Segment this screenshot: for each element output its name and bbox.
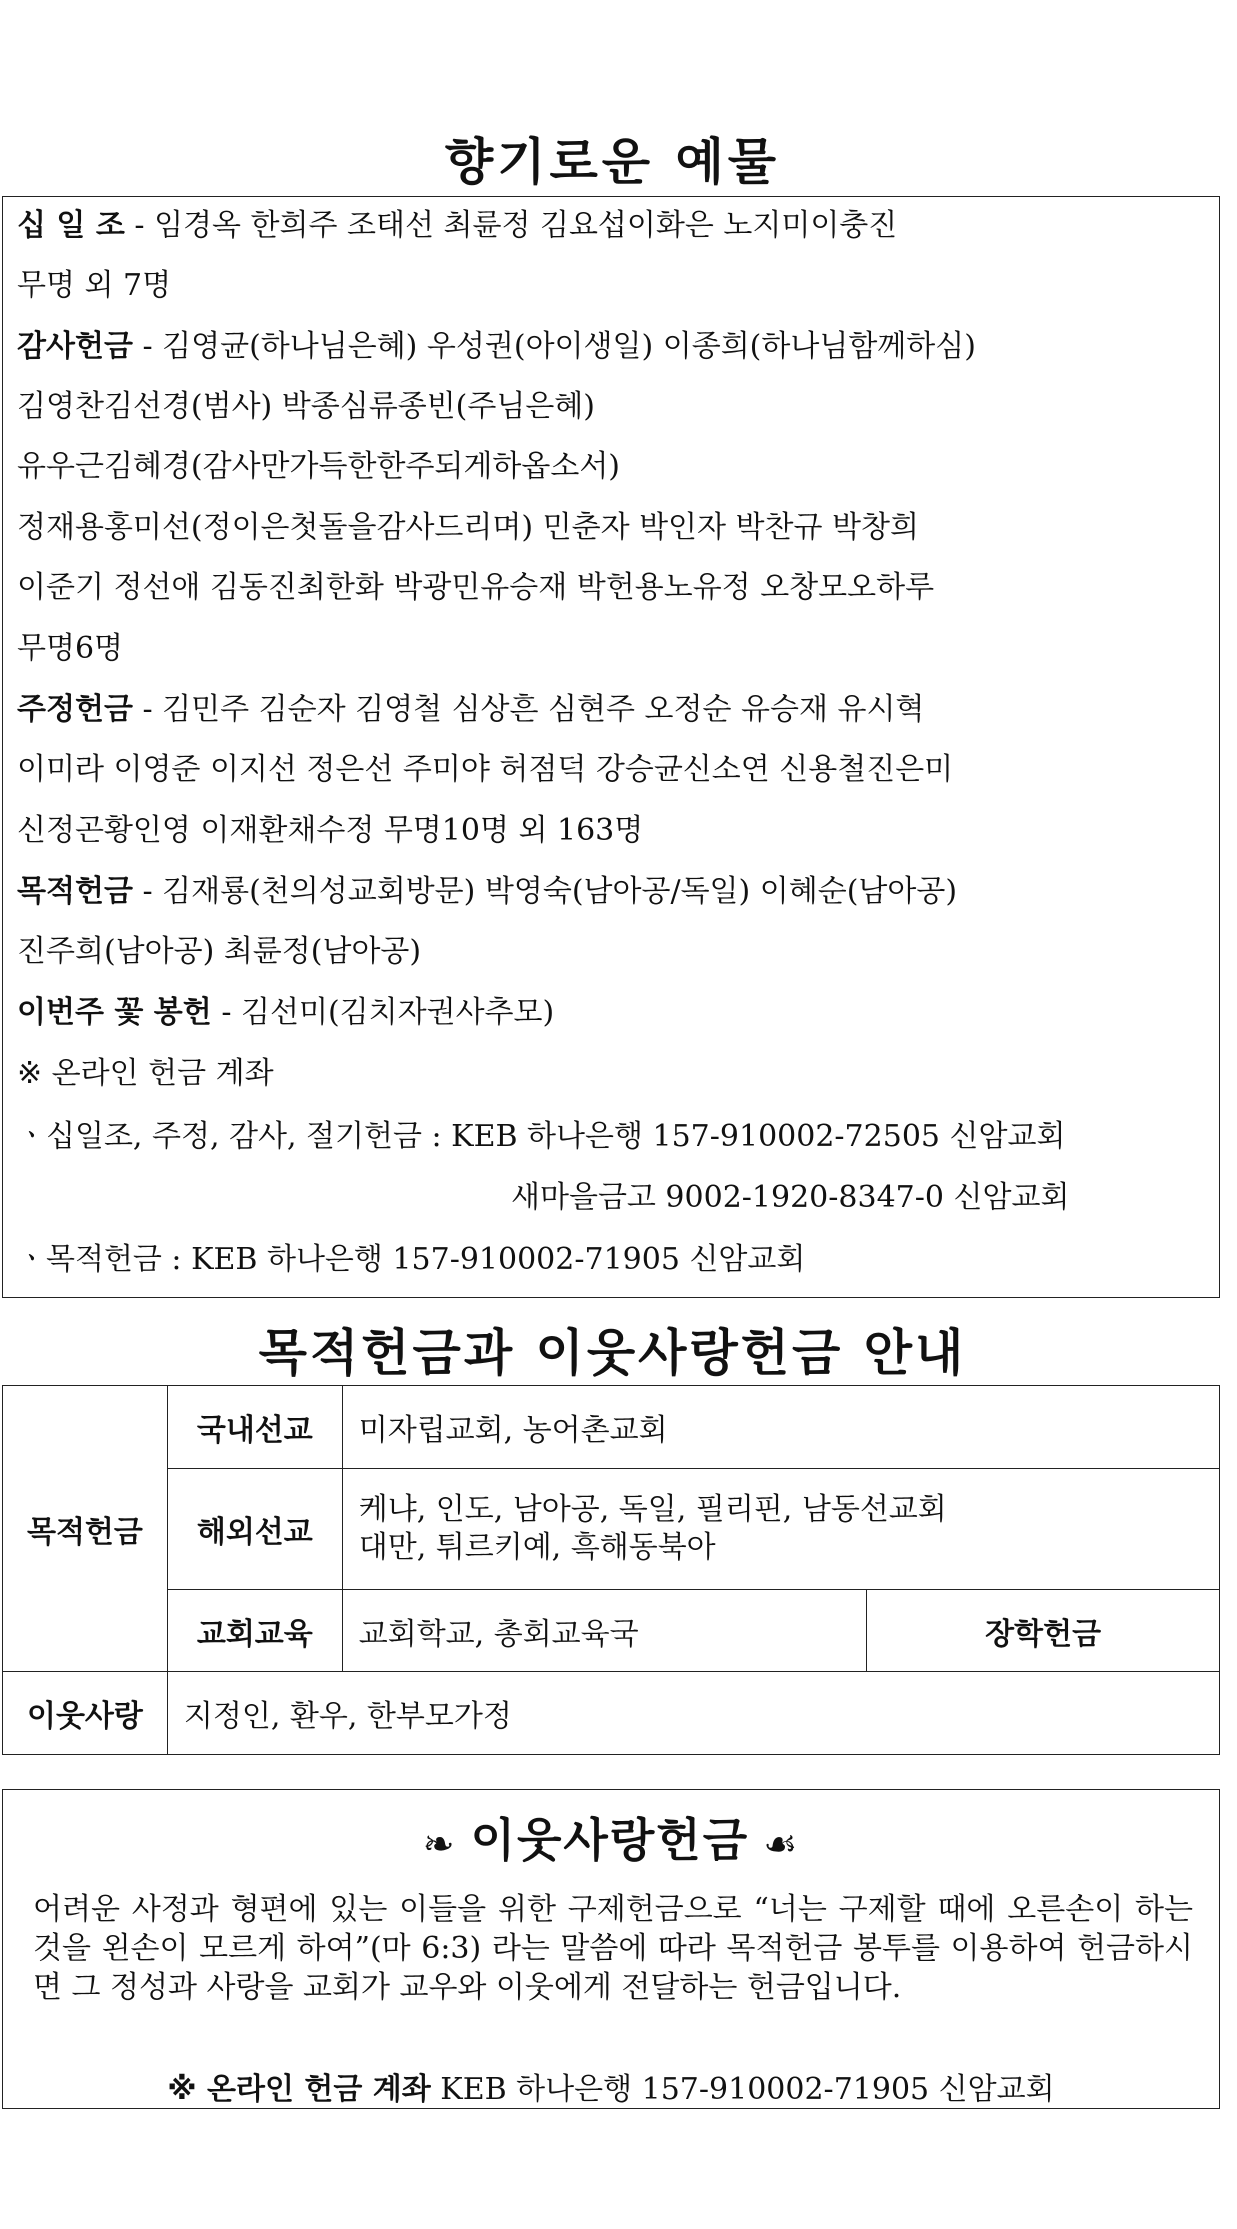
weekly-line: 주정헌금 - 김민주 김순자 김영철 심상흔 심현주 오정순 유승재 유시혁: [17, 692, 925, 727]
table-row: [3, 1469, 1220, 1590]
purpose-names: 김재룡(천의성교회방문) 박영숙(남아공/독일) 이혜순(남아공): [162, 874, 958, 909]
weekly-label: 주정헌금: [17, 692, 133, 727]
thanks-names-cont: 정재용홍미선(정이은첫돌을감사드리며) 민춘자 박인자 박찬규 박창희: [17, 510, 919, 545]
table-row: [3, 1672, 1220, 1755]
overseas-mission-value: 케냐, 인도, 남아공, 독일, 필리핀, 남동선교회 대만, 튀르키예, 흑해동북아: [342, 1469, 1219, 1590]
weekly-names-cont: 이미라 이영준 이지선 정은선 주미야 허점덕 강승균신소연 신용철진은미: [17, 752, 954, 787]
purpose-names-cont: 진주희(남아공) 최륜정(남아공): [17, 934, 422, 969]
neighbor-love-heading: [3, 1804, 1219, 1870]
offering-list-box: [2, 196, 1220, 1298]
overseas-mission-label: 해외선교: [167, 1469, 342, 1590]
flower-line: 이번주 꽃 봉헌 - 김선미(김치자권사추모): [17, 995, 555, 1030]
account-number: KEB 하나은행 157-910002-71905 신암교회: [430, 2072, 1055, 2107]
flower-names: 김선미(김치자권사추모): [241, 995, 555, 1030]
neighbor-love-title: 이웃사랑헌금: [470, 1813, 750, 1867]
tithe-names: 임경옥 한희주 조태선 최륜정 김요섭이화은 노지미이충진: [154, 208, 898, 243]
thanks-line: 감사헌금 - 김영균(하나님은혜) 우성권(아이생일) 이종희(하나님함께하심): [17, 329, 976, 364]
church-education-value: 교회학교, 총회교육국: [342, 1590, 867, 1672]
weekly-names: 김민주 김순자 김영철 심상흔 심현주 오정순 유승재 유시혁: [162, 692, 925, 727]
tithe-line: 십 일 조 - 임경옥 한희주 조태선 최륜정 김요섭이화은 노지미이충진: [17, 208, 898, 243]
thanks-names-cont: 김영찬김선경(범사) 박종심류종빈(주님은혜): [17, 389, 595, 424]
table-row: [3, 1386, 1220, 1469]
weekly-names-cont: 신정곤황인영 이재환채수정 무명10명 외 163명: [17, 813, 644, 848]
offering-title: 향기로운 예물: [444, 133, 781, 191]
thanks-names-cont: 이준기 정선애 김동진최한화 박광민유승재 박헌용노유정 오창모오하루: [17, 570, 935, 605]
account-main: ㆍ십일조, 주정, 감사, 절기헌금 : KEB 하나은행 157-910002-72505 신암교회: [17, 1119, 1066, 1154]
purpose-line: 목적헌금 - 김재룡(천의성교회방문) 박영숙(남아공/독일) 이혜순(남아공): [17, 874, 958, 909]
purpose-label: 목적헌금: [17, 874, 133, 909]
neighbor-love-value: 지정인, 환우, 한부모가정: [167, 1672, 1219, 1755]
tithe-label: 십 일 조: [17, 208, 125, 243]
online-account-label: ※ 온라인 헌금 계좌: [167, 2072, 431, 2107]
online-account-label: ※ 온라인 헌금 계좌: [17, 1056, 274, 1091]
neighbor-love-label: 이웃사랑: [3, 1672, 168, 1755]
neighbor-love-account: [3, 2064, 1219, 2108]
church-education-label: 교회교육: [167, 1590, 342, 1672]
account-purpose: ㆍ목적헌금 : KEB 하나은행 157-910002-71905 신암교회: [17, 1242, 806, 1277]
thanks-names-cont: 무명6명: [17, 631, 124, 666]
thanks-names: 김영균(하나님은혜) 우성권(아이생일) 이종희(하나님함께하심): [162, 329, 976, 364]
neighbor-love-description: 어려운 사정과 형편에 있는 이들을 위한 구제헌금으로 “너는 구제할 때에 오른손이 하는 것을 왼손이 모르게 하여”(마 6:3) 라는 말씀에 따라 목적헌금 봉투를 이용하여 헌금하시면 그 정성과 사랑을 교회가 교우와 이웃에게 전달하는 헌금입니다.: [33, 1892, 1193, 2005]
thanks-label: 감사헌금: [17, 329, 133, 364]
thanks-names-cont: 유우근김혜경(감사만가득한한주되게하옵소서): [17, 449, 621, 484]
table-row: [3, 1590, 1220, 1672]
domestic-mission-value: 미자립교회, 농어촌교회: [342, 1386, 1219, 1469]
account-saemaeul: 새마을금고 9002-1920-8347-0 신암교회: [511, 1180, 1070, 1215]
purpose-offering-cell: 목적헌금: [3, 1386, 168, 1672]
ornament-left-icon: ❧: [422, 1821, 457, 1866]
ornament-right-icon: ☙: [763, 1821, 800, 1866]
flower-label: 이번주 꽃 봉헌: [17, 995, 212, 1030]
tithe-names-cont: 무명 외 7명: [17, 268, 172, 303]
scholarship-label: 장학헌금: [867, 1590, 1220, 1672]
guide-title: 목적헌금과 이웃사랑헌금 안내: [258, 1324, 967, 1382]
domestic-mission-label: 국내선교: [167, 1386, 342, 1469]
offering-guide-table: [2, 1385, 1220, 1755]
neighbor-love-box: [2, 1789, 1220, 2109]
